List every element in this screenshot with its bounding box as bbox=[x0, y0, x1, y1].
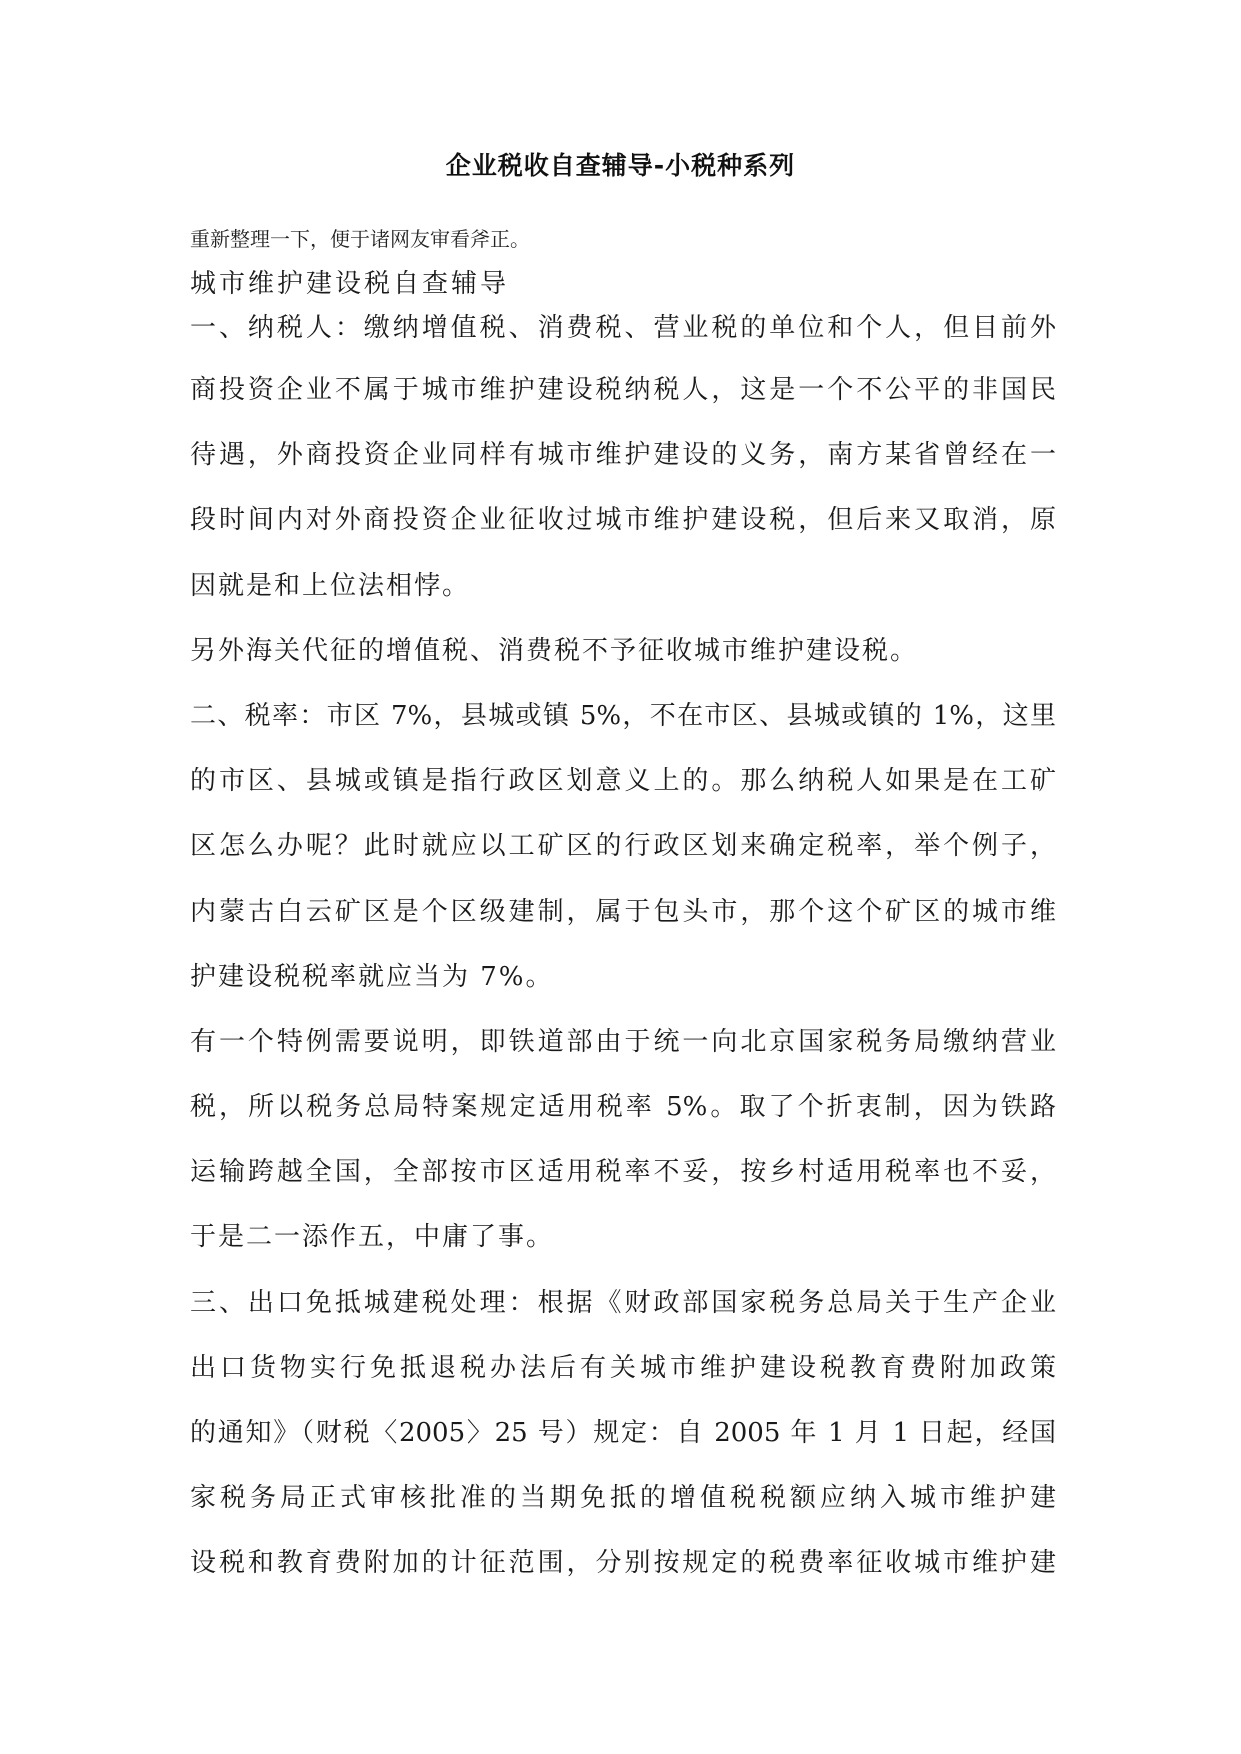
paragraph-line: 税，所以税务总局特案规定适用税率 5%。取了个折衷制，因为铁路 bbox=[190, 1092, 1056, 1123]
paragraph-line: 于是二一添作五，中庸了事。 bbox=[190, 1222, 555, 1253]
document-title: 企业税收自查辅导-小税种系列 bbox=[445, 151, 796, 180]
paragraph-line: 商投资企业不属于城市维护建设税纳税人，这是一个不公平的非国民 bbox=[190, 375, 1056, 405]
paragraph-line: 的通知》（财税〈2005〉25 号）规定：自 2005 年 1 月 1 日起，经国 bbox=[190, 1418, 1056, 1448]
paragraph-line: 的市区、县城或镇是指行政区划意义上的。那么纳税人如果是在工矿 bbox=[190, 766, 1056, 797]
intro-text: 重新整理一下，便于诸网友审看斧正。 bbox=[190, 227, 530, 251]
paragraph-line: 有一个特例需要说明，即铁道部由于统一向北京国家税务局缴纳营业 bbox=[190, 1026, 1056, 1057]
paragraph-line: 运输跨越全国，全部按市区适用税率不妥，按乡村适用税率也不妥， bbox=[190, 1157, 1056, 1188]
paragraph-line: 家税务局正式审核批准的当期免抵的增值税税额应纳入城市维护建 bbox=[190, 1483, 1056, 1514]
paragraph-line: 出口货物实行免抵退税办法后有关城市维护建设税教育费附加政策 bbox=[190, 1352, 1056, 1383]
paragraph-line: 区怎么办呢？此时就应以工矿区的行政区划来确定税率，举个例子， bbox=[190, 831, 1056, 862]
paragraph-line: 一、纳税人：缴纳增值税、消费税、营业税的单位和个人，但目前外 bbox=[190, 313, 1056, 343]
paragraph-line: 三、出口免抵城建税处理：根据《财政部国家税务总局关于生产企业 bbox=[190, 1287, 1056, 1318]
paragraph-line: 设税和教育费附加的计征范围，分别按规定的税费率征收城市维护建 bbox=[190, 1548, 1056, 1579]
paragraph-line: 因就是和上位法相悖。 bbox=[190, 570, 471, 601]
paragraph-line: 内蒙古白云矿区是个区级建制，属于包头市，那个这个矿区的城市维 bbox=[190, 896, 1056, 927]
paragraph-line: 待遇，外商投资企业同样有城市维护建设的义务，南方某省曾经在一 bbox=[190, 440, 1056, 471]
paragraph-line: 段时间内对外商投资企业征收过城市维护建设税，但后来又取消，原 bbox=[190, 505, 1056, 536]
document-body bbox=[190, 264, 1056, 1609]
paragraph-line: 二、税率：市区 7%，县城或镇 5%，不在市区、县城或镇的 1%，这里 bbox=[190, 700, 1056, 731]
paragraph-line: 另外海关代征的增值税、消费税不予征收城市维护建设税。 bbox=[190, 635, 919, 666]
section-heading: 城市维护建设税自查辅导 bbox=[190, 269, 510, 299]
paragraph-line: 护建设税税率就应当为 7%。 bbox=[190, 961, 554, 992]
